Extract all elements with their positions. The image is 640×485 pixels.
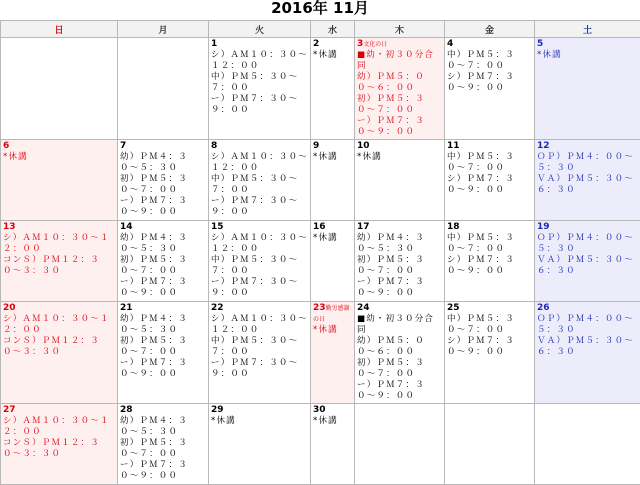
event-entry: シ）ＡＭ１０：３０〜１２：００ bbox=[3, 314, 115, 336]
day-cell[interactable] bbox=[445, 302, 535, 404]
day-cell[interactable] bbox=[118, 404, 209, 485]
day-number-row bbox=[313, 303, 352, 325]
event-entry: ＯＰ）ＰＭ４：００〜５：３０ bbox=[537, 233, 638, 255]
event-entry: ＯＰ）ＰＭ４：００〜５：３０ bbox=[537, 152, 638, 174]
day-number: 11 bbox=[447, 141, 460, 151]
day-number: 15 bbox=[211, 222, 224, 232]
event-entry: 初）ＰＭ５：３０〜７：００ bbox=[120, 438, 206, 460]
event-entry: *休講 bbox=[313, 325, 352, 336]
event-entry: *休講 bbox=[357, 152, 442, 163]
day-cell[interactable] bbox=[445, 140, 535, 221]
event-entry: *休講 bbox=[313, 152, 352, 163]
event-entry: 中）ＰＭ５：３０〜７：００ bbox=[211, 72, 308, 94]
day-number: 21 bbox=[120, 303, 133, 313]
day-number: 8 bbox=[211, 141, 217, 151]
event-entry: 幼）ＰＭ４：３０〜５：３０ bbox=[120, 152, 206, 174]
day-number-row bbox=[211, 141, 308, 152]
day-cell[interactable] bbox=[1, 404, 118, 485]
day-number: 10 bbox=[357, 141, 370, 151]
event-entry: 中）ＰＭ５：３０〜７：００ bbox=[447, 314, 532, 336]
event-entry: ＶＡ）ＰＭ５：３０〜６：３０ bbox=[537, 336, 638, 358]
event-entry: シ）ＡＭ１０：３０〜１２：００ bbox=[211, 314, 308, 336]
day-number-row bbox=[447, 141, 532, 152]
event-entry: 中）ＰＭ５：３０〜７：００ bbox=[211, 174, 308, 196]
day-number: 29 bbox=[211, 405, 224, 415]
day-number: 9 bbox=[313, 141, 319, 151]
day-number: 27 bbox=[3, 405, 16, 415]
event-entry: 中）ＰＭ５：３０〜７：００ bbox=[447, 233, 532, 255]
event-entry: 幼）ＰＭ４：３０〜５：３０ bbox=[120, 416, 206, 438]
weekday-header-tue: 火 bbox=[209, 21, 311, 38]
empty-day-cell bbox=[118, 38, 209, 140]
day-number-row bbox=[3, 303, 115, 314]
day-cell[interactable] bbox=[1, 140, 118, 221]
day-number-row bbox=[3, 222, 115, 233]
day-cell[interactable] bbox=[209, 302, 311, 404]
day-cell[interactable] bbox=[355, 38, 445, 140]
calendar-grid bbox=[0, 20, 640, 485]
day-number: 13 bbox=[3, 222, 16, 232]
day-cell[interactable] bbox=[118, 221, 209, 302]
event-entry: ■幼・初３０分合同 bbox=[357, 50, 442, 72]
event-entry: 幼）ＰＭ４：３０〜５：３０ bbox=[120, 233, 206, 255]
day-number-row bbox=[357, 141, 442, 152]
day-number: 1 bbox=[211, 39, 217, 49]
day-number-row bbox=[447, 303, 532, 314]
day-cell[interactable] bbox=[209, 38, 311, 140]
event-entry: 初）ＰＭ５：３０〜７：００ bbox=[357, 94, 442, 116]
day-number: 17 bbox=[357, 222, 370, 232]
day-number: 2 bbox=[313, 39, 319, 49]
holiday-name: 文化の日 bbox=[363, 41, 387, 48]
day-number-row bbox=[357, 222, 442, 233]
event-entry: ー）ＰＭ７：３０〜９：００ bbox=[120, 460, 206, 482]
day-number: 14 bbox=[120, 222, 133, 232]
event-entry: ＯＰ）ＰＭ４：００〜５：３０ bbox=[537, 314, 638, 336]
event-entry: *休講 bbox=[211, 416, 308, 427]
weekday-header-sun: 日 bbox=[1, 21, 118, 38]
day-cell[interactable] bbox=[311, 38, 355, 140]
event-entry: 中）ＰＭ５：３０〜７：００ bbox=[447, 152, 532, 174]
day-number: 16 bbox=[313, 222, 326, 232]
empty-day-cell bbox=[445, 404, 535, 485]
week-row bbox=[1, 140, 640, 221]
day-number-row bbox=[313, 405, 352, 416]
day-cell[interactable] bbox=[445, 221, 535, 302]
day-cell[interactable] bbox=[535, 221, 640, 302]
day-number-row bbox=[537, 222, 638, 233]
day-number: 4 bbox=[447, 39, 453, 49]
event-entry: ー）ＰＭ７：３０〜９：００ bbox=[211, 94, 308, 116]
event-entry: ＶＡ）ＰＭ５：３０〜６：３０ bbox=[537, 255, 638, 277]
day-number-row bbox=[120, 222, 206, 233]
day-number: 25 bbox=[447, 303, 460, 313]
day-cell[interactable] bbox=[355, 221, 445, 302]
day-cell[interactable] bbox=[355, 302, 445, 404]
event-entry: ー）ＰＭ７：３０〜９：００ bbox=[357, 277, 442, 299]
day-number-row bbox=[537, 39, 638, 50]
weekday-header-mon: 月 bbox=[118, 21, 209, 38]
holiday-name: 勤労感謝の日 bbox=[313, 305, 350, 323]
day-number-row bbox=[211, 39, 308, 50]
day-number-row bbox=[3, 405, 115, 416]
event-entry: シ）ＰＭ７：３０〜９：００ bbox=[447, 72, 532, 94]
event-entry: 幼）ＰＭ４：３０〜５：３０ bbox=[357, 233, 442, 255]
day-cell[interactable] bbox=[209, 140, 311, 221]
event-entry: コンＳ）ＰＭ１２：３０〜３：３０ bbox=[3, 336, 115, 358]
day-cell[interactable] bbox=[535, 38, 640, 140]
day-number: 3 bbox=[357, 39, 363, 49]
event-entry: ー）ＰＭ７：３０〜９：００ bbox=[120, 277, 206, 299]
event-entry: コンＳ）ＰＭ１２：３０〜３：３０ bbox=[3, 438, 115, 460]
event-entry: ー）ＰＭ７：３０〜９：００ bbox=[357, 380, 442, 402]
day-number: 26 bbox=[537, 303, 550, 313]
event-entry: ー）ＰＭ７：３０〜９：００ bbox=[120, 358, 206, 380]
weekday-header-sat: 土 bbox=[535, 21, 640, 38]
day-number: 30 bbox=[313, 405, 326, 415]
week-row bbox=[1, 404, 640, 485]
weekday-header-fri: 金 bbox=[445, 21, 535, 38]
event-entry: ー）ＰＭ７：３０〜９：００ bbox=[120, 196, 206, 218]
event-entry: シ）ＡＭ１０：３０〜１２：００ bbox=[3, 233, 115, 255]
day-cell[interactable] bbox=[355, 140, 445, 221]
event-entry: 中）ＰＭ５：３０〜７：００ bbox=[211, 336, 308, 358]
event-entry: 中）ＰＭ５：３０〜７：００ bbox=[447, 50, 532, 72]
event-entry: ＶＡ）ＰＭ５：３０〜６：３０ bbox=[537, 174, 638, 196]
day-number-row bbox=[211, 303, 308, 314]
event-entry: シ）ＰＭ７：３０〜９：００ bbox=[447, 174, 532, 196]
day-number-row bbox=[537, 303, 638, 314]
event-entry: ー）ＰＭ７：３０〜９：００ bbox=[211, 196, 308, 218]
day-cell[interactable] bbox=[311, 302, 355, 404]
day-cell[interactable] bbox=[311, 140, 355, 221]
event-entry: 初）ＰＭ５：３０〜７：００ bbox=[357, 358, 442, 380]
event-entry: ー）ＰＭ７：３０〜９：００ bbox=[211, 277, 308, 299]
calendar-title: 2016年 11月 bbox=[0, 0, 640, 20]
day-number: 23 bbox=[313, 303, 326, 313]
event-entry: ■幼・初３０分合同 bbox=[357, 314, 442, 336]
day-cell[interactable] bbox=[535, 140, 640, 221]
day-cell[interactable] bbox=[118, 140, 209, 221]
day-number-row bbox=[211, 222, 308, 233]
day-number-row bbox=[357, 303, 442, 314]
day-number: 18 bbox=[447, 222, 460, 232]
week-row bbox=[1, 302, 640, 404]
event-entry: *休講 bbox=[313, 416, 352, 427]
day-cell[interactable] bbox=[311, 404, 355, 485]
day-cell[interactable] bbox=[209, 404, 311, 485]
day-cell[interactable] bbox=[311, 221, 355, 302]
weekday-header-wed: 水 bbox=[311, 21, 355, 38]
weekday-header-thu: 木 bbox=[355, 21, 445, 38]
empty-day-cell bbox=[535, 404, 640, 485]
day-number-row bbox=[313, 222, 352, 233]
event-entry: ー）ＰＭ７：３０〜９：００ bbox=[211, 358, 308, 380]
day-number: 19 bbox=[537, 222, 550, 232]
event-entry: 幼）ＰＭ５：００〜６：００ bbox=[357, 336, 442, 358]
event-entry: 初）ＰＭ５：３０〜７：００ bbox=[120, 174, 206, 196]
event-entry: *休講 bbox=[313, 50, 352, 61]
day-number: 5 bbox=[537, 39, 543, 49]
weekday-header-row bbox=[1, 21, 640, 38]
day-cell[interactable] bbox=[118, 302, 209, 404]
empty-day-cell bbox=[1, 38, 118, 140]
event-entry: ー）ＰＭ７：３０〜９：００ bbox=[357, 116, 442, 138]
day-number-row bbox=[537, 141, 638, 152]
day-cell[interactable] bbox=[445, 38, 535, 140]
event-entry: シ）ＡＭ１０：３０〜１２：００ bbox=[211, 152, 308, 174]
day-number-row bbox=[447, 222, 532, 233]
day-number-row bbox=[313, 141, 352, 152]
day-number-row bbox=[3, 141, 115, 152]
day-cell[interactable] bbox=[1, 221, 118, 302]
event-entry: *休講 bbox=[537, 50, 638, 61]
event-entry: シ）ＡＭ１０：３０〜１２：００ bbox=[3, 416, 115, 438]
event-entry: 幼）ＰＭ５：００〜６：００ bbox=[357, 72, 442, 94]
day-cell[interactable] bbox=[209, 221, 311, 302]
event-entry: シ）ＰＭ７：３０〜９：００ bbox=[447, 336, 532, 358]
event-entry: シ）ＡＭ１０：３０〜１２：００ bbox=[211, 233, 308, 255]
day-number: 12 bbox=[537, 141, 550, 151]
calendar-body bbox=[1, 38, 640, 485]
empty-day-cell bbox=[355, 404, 445, 485]
event-entry: 幼）ＰＭ４：３０〜５：３０ bbox=[120, 314, 206, 336]
event-entry: 中）ＰＭ５：３０〜７：００ bbox=[211, 255, 308, 277]
event-entry: 初）ＰＭ５：３０〜７：００ bbox=[357, 255, 442, 277]
day-number-row bbox=[447, 39, 532, 50]
event-entry: *休講 bbox=[3, 152, 115, 163]
week-row bbox=[1, 221, 640, 302]
event-entry: *休講 bbox=[313, 233, 352, 244]
day-number-row bbox=[120, 405, 206, 416]
day-cell[interactable] bbox=[535, 302, 640, 404]
day-number-row bbox=[211, 405, 308, 416]
day-number: 22 bbox=[211, 303, 224, 313]
day-number-row bbox=[313, 39, 352, 50]
day-number: 20 bbox=[3, 303, 16, 313]
event-entry: シ）ＰＭ７：３０〜９：００ bbox=[447, 255, 532, 277]
day-number: 6 bbox=[3, 141, 9, 151]
event-entry: コンＳ）ＰＭ１２：３０〜３：３０ bbox=[3, 255, 115, 277]
day-number-row bbox=[357, 39, 442, 50]
event-entry: シ）ＡＭ１０：３０〜１２：００ bbox=[211, 50, 308, 72]
day-cell[interactable] bbox=[1, 302, 118, 404]
day-number: 7 bbox=[120, 141, 126, 151]
event-entry: 初）ＰＭ５：３０〜７：００ bbox=[120, 336, 206, 358]
event-entry: 初）ＰＭ５：３０〜７：００ bbox=[120, 255, 206, 277]
day-number-row bbox=[120, 141, 206, 152]
day-number: 28 bbox=[120, 405, 133, 415]
day-number-row bbox=[120, 303, 206, 314]
day-number: 24 bbox=[357, 303, 370, 313]
week-row bbox=[1, 38, 640, 140]
